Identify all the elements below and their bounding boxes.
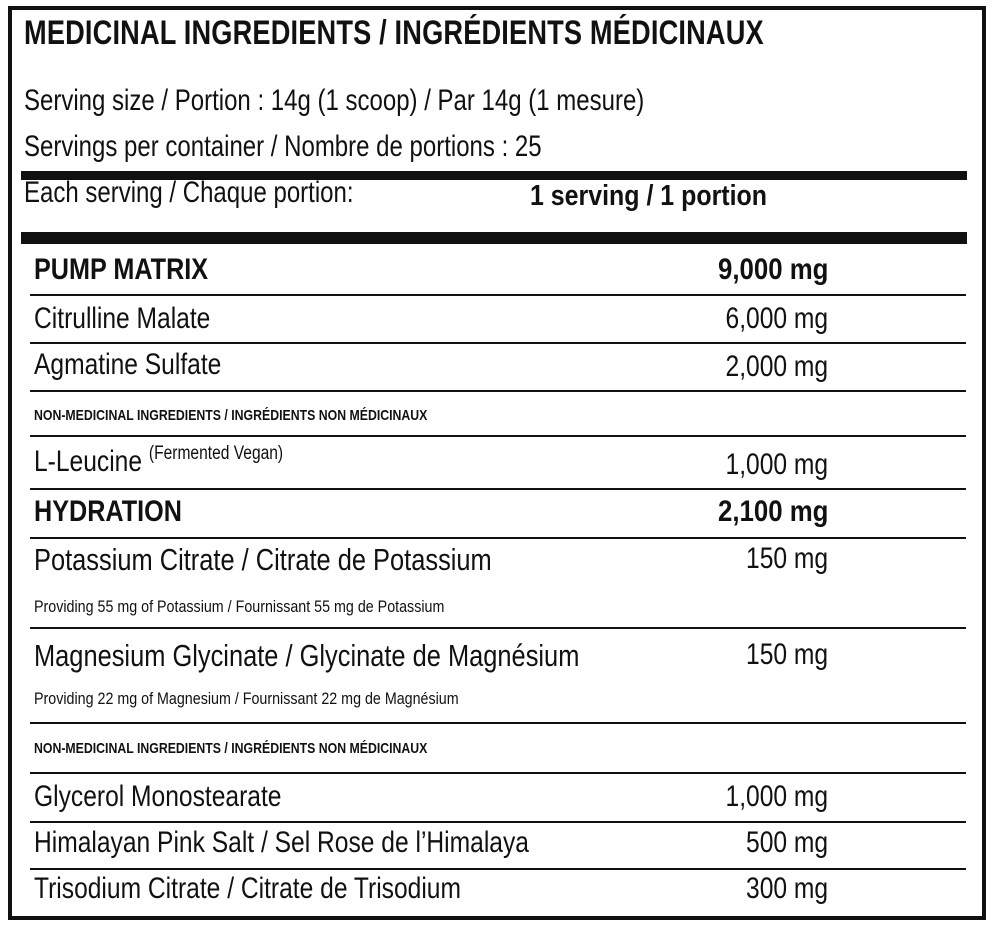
ingredient-name: Magnesium Glycinate / Glycinate de Magnésium — [34, 638, 580, 673]
ingredient-name: Glycerol Monostearate — [34, 780, 282, 813]
pump-matrix-amount: 9,000 mg — [717, 253, 828, 286]
ingredient-name — [34, 445, 283, 479]
row-divider — [30, 537, 966, 539]
row-divider — [30, 868, 966, 870]
hydration-name: HYDRATION — [34, 495, 182, 528]
ingredient-name: Citrulline Malate — [34, 302, 211, 335]
ingredient-amount: 300 mg — [745, 872, 828, 905]
ingredient-amount: 1,000 mg — [725, 780, 828, 813]
ingredient-amount: 150 mg — [745, 542, 828, 575]
ingredient-note: Providing 55 mg of Potassium / Fournissant 55 mg de Potassium — [34, 597, 445, 616]
each-serving-value: 1 serving / 1 portion — [530, 180, 767, 212]
pump-matrix-name: PUMP MATRIX — [34, 253, 209, 286]
row-divider — [30, 435, 966, 437]
leucine-name: L-Leucine — [34, 445, 143, 478]
row-divider — [30, 294, 966, 296]
ingredient-amount: 500 mg — [745, 826, 828, 859]
ingredient-amount: 150 mg — [745, 638, 828, 671]
row-divider — [30, 722, 966, 724]
serving-divider-thick — [21, 232, 967, 244]
ingredient-name: Agmatine Sulfate — [34, 348, 222, 381]
row-divider — [30, 772, 966, 774]
non-medicinal-heading: NON-MEDICINAL INGREDIENTS / INGRÉDIENTS NON MÉDICINAUX — [34, 407, 428, 424]
row-divider — [30, 821, 966, 823]
panel-title: MEDICINAL INGREDIENTS / INGRÉDIENTS MÉDICINAUX — [24, 14, 764, 52]
ingredient-amount: 1,000 mg — [725, 448, 828, 481]
ingredient-amount: 2,000 mg — [725, 350, 828, 383]
row-divider — [30, 627, 966, 629]
ingredient-name: Trisodium Citrate / Citrate de Trisodium — [34, 872, 461, 905]
ingredient-amount: 6,000 mg — [725, 302, 828, 335]
leucine-qualifier: (Fermented Vegan) — [148, 443, 284, 464]
row-divider — [30, 342, 966, 344]
ingredient-name: Himalayan Pink Salt / Sel Rose de l’Himalaya — [34, 826, 529, 859]
row-divider — [30, 390, 966, 392]
ingredient-note: Providing 22 mg of Magnesium / Fournissant 22 mg de Magnésium — [34, 689, 459, 708]
row-divider — [30, 488, 966, 490]
each-serving-label: Each serving / Chaque portion: — [24, 176, 354, 209]
ingredient-name: Potassium Citrate / Citrate de Potassium — [34, 542, 492, 577]
servings-per-container: Servings per container / Nombre de portions : 25 — [24, 130, 542, 163]
serving-size: Serving size / Portion : 14g (1 scoop) / Par 14g (1 mesure) — [24, 84, 645, 117]
hydration-amount: 2,100 mg — [717, 495, 828, 528]
non-medicinal-heading: NON-MEDICINAL INGREDIENTS / INGRÉDIENTS NON MÉDICINAUX — [34, 740, 428, 757]
